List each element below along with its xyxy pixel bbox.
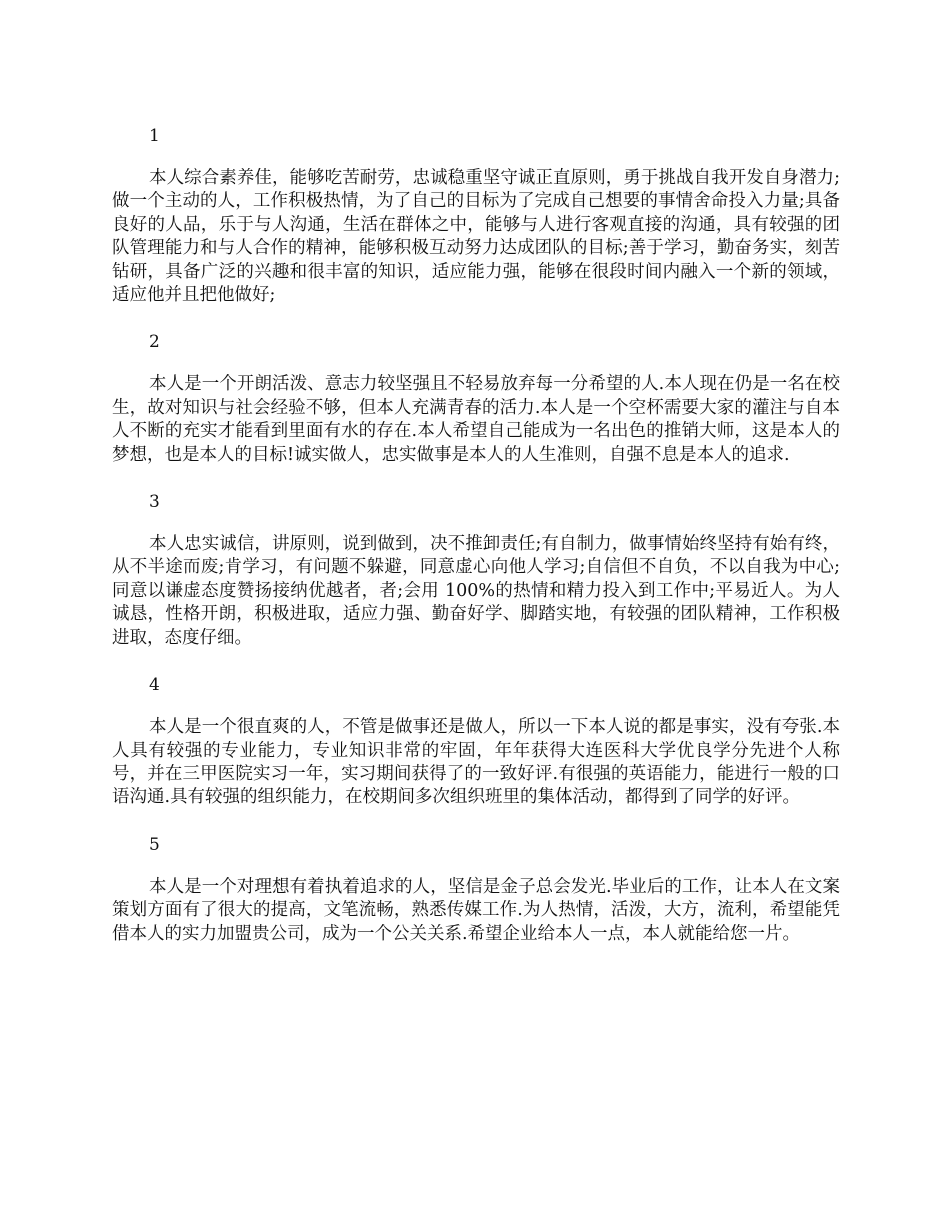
section-3 [112,490,840,650]
section-5 [112,833,840,946]
section-number: 1 [149,126,160,146]
section-paragraph: 本人是一个开朗活泼、意志力较坚强且不轻易放弃每一分希望的人.本人现在仍是一名在校生，故对知识与社会经验不够，但本人充满青春的活力.本人是一个空杯需要大家的灌注与自本人不断的充实才能看到里面有水的存在.本人希望自己能成为一名出色的推销大师，这是本人的梦想，也是本人的目标!诚实做人，忠实做事是本人的人生准则，自强不息是本人的追求. [112,374,840,465]
section-number: 3 [149,492,160,513]
document-content [112,124,840,946]
section-2 [112,330,840,467]
section-paragraph: 本人忠实诚信，讲原则，说到做到，决不推卸责任;有自制力，做事情始终坚持有始有终，从不半途而废;肯学习，有问题不躲避，同意虚心向他人学习;自信但不自负，不以自我为中心;同意以谦虚态度赞扬接纳优越者，者;会用 100%的热情和精力投入到工作中;平易近人。为人诚恳，性格开朗，积极进取，适应力强、勤奋好学、脚踏实地，有较强的团队精神，工作积极进取，态度仔细。 [112,534,840,648]
section-paragraph: 本人综合素养佳，能够吃苦耐劳，忠诚稳重坚守诚正直原则，勇于挑战自我开发自身潜力;做一个主动的人，工作积极热情，为了自己的目标为了完成自己想要的事情舍命投入力量;具备良好的人品，乐于与人沟通，生活在群体之中，能够与人进行客观直接的沟通，具有较强的团队管理能力和与人合作的精神，能够积极互动努力达成团队的目标;善于学习，勤奋务实，刻苦钻研，具备广泛的兴趣和很丰富的知识，适应能力强，能够在很段时间内融入一个新的领域，适应他并且把他做好; [112,168,840,306]
section-paragraph: 本人是一个很直爽的人，不管是做事还是做人，所以一下本人说的都是事实，没有夸张.本人具有较强的专业能力，专业知识非常的牢固，年年获得大连医科大学优良学分先进个人称号，并在三甲医院实习一年，实习期间获得了的一致好评.有很强的英语能力，能进行一般的口语沟通.具有较强的组织能力，在校期间多次组织班里的集体活动，都得到了同学的好评。 [112,717,840,808]
section-number: 4 [149,675,160,696]
section-paragraph: 本人是一个对理想有着执着追求的人，坚信是金子总会发光.毕业后的工作，让本人在文案策划方面有了很大的提高，文笔流畅，熟悉传媒工作.为人热情，活泼，大方，流利，希望能凭借本人的实力加盟贵公司，成为一个公关关系.希望企业给本人一点，本人就能给您一片。 [112,876,840,944]
section-number: 2 [149,332,160,353]
section-number: 5 [149,834,160,855]
section-4 [112,673,840,810]
section-1 [112,124,840,307]
